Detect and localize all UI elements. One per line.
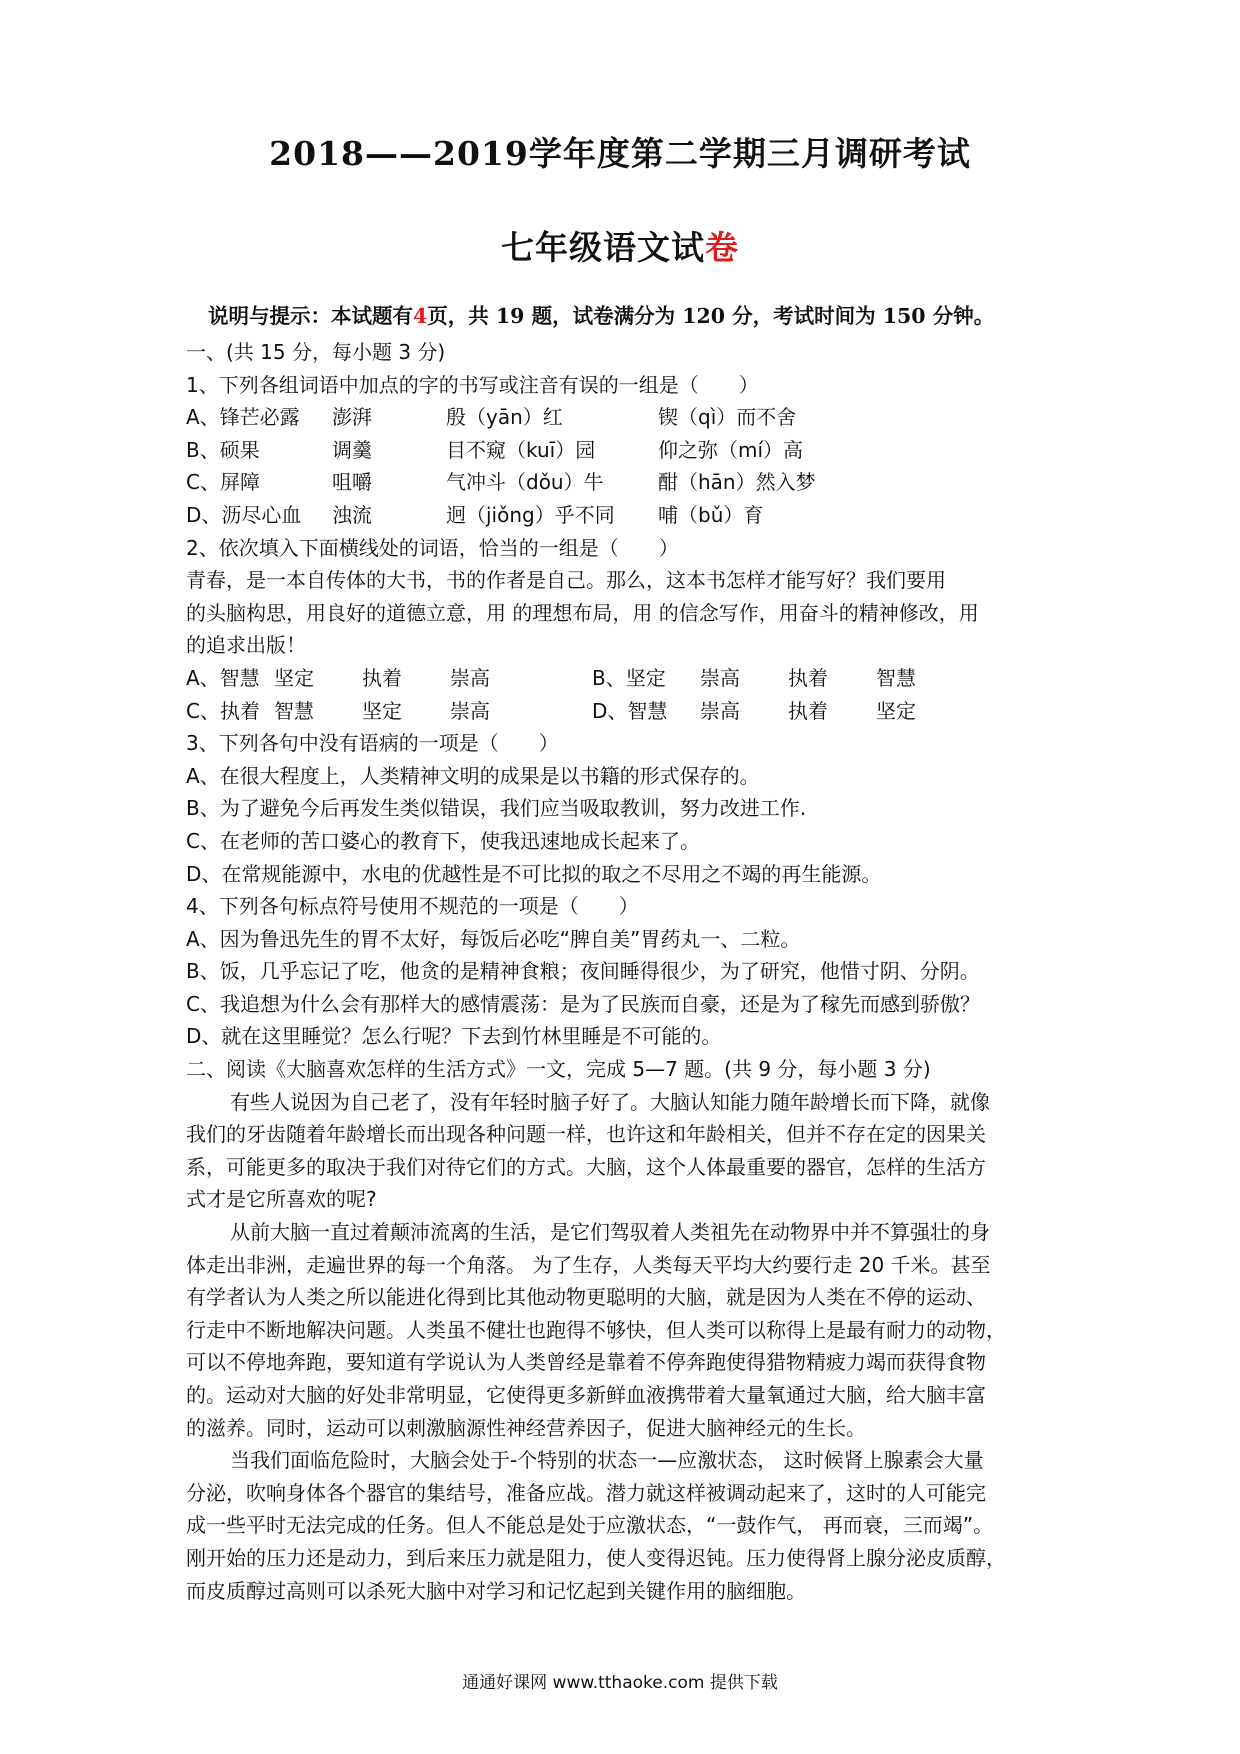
exam-body xyxy=(186,336,1066,1607)
question-1-option: C、屏障 咀嚼 气冲斗（dǒu）牛 酣（hān）然入梦 xyxy=(186,470,816,495)
page-count: 4 xyxy=(413,304,428,328)
question-3-stem: 3、下列各句中没有语病的一项是（ ） xyxy=(186,731,559,756)
article-paragraph-2: 的滋养。同时，运动可以刺激脑源性神经营养因子，促进大脑神经元的生长。 xyxy=(186,1415,866,1440)
exam-subtitle xyxy=(0,222,1240,269)
instructions-prefix: 说明与提示：本试题有 xyxy=(208,304,413,328)
question-2-stem: 2、依次填入下面横线处的词语，恰当的一组是（ ） xyxy=(186,535,679,560)
article-paragraph-1: 我们的牙齿随着年龄增长而出现各种问题一样，也许这和年龄相关，但并不存在定的因果关 xyxy=(186,1122,986,1147)
question-2-passage: 的追求出版！ xyxy=(186,633,306,658)
question-2-passage: 青春，是一本自传体的大书，书的作者是自己。那么，这本书怎样才能写好？我们要用 xyxy=(186,568,946,593)
article-paragraph-1: 有些人说因为自己老了，没有年轻时脑子好了。大脑认知能力随年龄增长而下降，就像 xyxy=(230,1089,990,1114)
article-paragraph-1: 系，可能更多的取决于我们对待它们的方式。大脑，这个人体最重要的器官，怎样的生活方 xyxy=(186,1154,986,1179)
article-paragraph-2: 从前大脑一直过着颠沛流离的生活，是它们驾驭着人类祖先在动物界中并不算强壮的身 xyxy=(230,1220,990,1245)
question-1-option: B、硕果 调羹 目不窥（kuī）园 仰之弥（mí）高 xyxy=(186,437,804,462)
question-2-options-row: C、执着 智慧 坚定 崇高 D、智慧 崇高 执着 坚定 xyxy=(186,698,916,723)
question-3-option: B、为了避免今后再发生类似错误，我们应当吸取教训，努力改进工作. xyxy=(186,796,807,821)
question-3-option: D、在常规能源中，水电的优越性是不可比拟的取之不尽用之不竭的再生能源。 xyxy=(186,861,882,886)
footer-source: 通通好课网 www.tthaoke.com 提供下载 xyxy=(462,1673,778,1693)
question-2-passage: 的头脑构思，用良好的道德立意，用 的理想布局，用 的信念写作，用奋斗的精神修改，用 xyxy=(186,600,979,625)
question-4-option: C、我追想为什么会有那样大的感情震荡：是为了民族而自豪，还是为了稼先而感到骄傲？ xyxy=(186,991,980,1016)
article-paragraph-2: 体走出非洲，走遍世界的每一个角落。 为了生存，人类每天平均大约要行走 20 千米。甚至 xyxy=(186,1252,991,1277)
question-3-option: C、在老师的苦口婆心的教育下，使我迅速地成长起来了。 xyxy=(186,828,700,853)
article-paragraph-3: 当我们面临危险时，大脑会处于-个特别的状态一—应激状态， 这时候肾上腺素会大量 xyxy=(230,1448,984,1473)
article-paragraph-2: 有学者认为人类之所以能进化得到比其他动物更聪明的大脑，就是因为人类在不停的运动、 xyxy=(186,1285,986,1310)
instructions xyxy=(208,299,1088,329)
section-1-header: 一、(共 15 分，每小题 3 分) xyxy=(186,340,446,364)
subtitle-red-char: 卷 xyxy=(705,228,739,267)
article-paragraph-3: 成一些平时无法完成的任务。但人不能总是处于应激状态，“一鼓作气， 再而衰，三而竭”。 xyxy=(186,1513,994,1538)
exam-title: 2018——2019学年度第二学期三月调研考试 xyxy=(269,134,971,173)
question-1-option: A、锋芒必露 澎湃 殷（yān）红 锲（qì）而不舍 xyxy=(186,405,797,430)
question-4-option: B、饭，几乎忘记了吃，他贪的是精神食粮；夜间睡得很少，为了研究，他惜寸阴、分阴。 xyxy=(186,959,980,984)
article-paragraph-3: 分泌，吹响身体各个器官的集结号，准备应战。潜力就这样被调动起来了，这时的人可能完 xyxy=(186,1480,986,1505)
article-paragraph-3: 而皮质醇过高则可以杀死大脑中对学习和记忆起到关键作用的脑细胞。 xyxy=(186,1578,806,1603)
question-1-option: D、沥尽心血 浊流 迥（jiǒng）乎不同 哺（bǔ）育 xyxy=(186,502,764,527)
question-4-stem: 4、下列各句标点符号使用不规范的一项是（ ） xyxy=(186,894,639,919)
question-4-option: A、因为鲁迅先生的胃不太好，每饭后必吃“脾自美”胃药丸一、二粒。 xyxy=(186,926,801,951)
article-paragraph-1: 式才是它所喜欢的呢? xyxy=(186,1187,377,1212)
article-paragraph-2: 行走中不断地解决问题。人类虽不健壮也跑得不够快，但人类可以称得上是最有耐力的动物， xyxy=(186,1317,1006,1342)
question-3-option: A、在很大程度上，人类精神文明的成果是以书籍的形式保存的。 xyxy=(186,763,760,788)
section-2-header: 二、阅读《大脑喜欢怎样的生活方式》一文，完成 5—7 题。(共 9 分，每小题 3 分) xyxy=(186,1057,931,1082)
subtitle-main: 七年级语文试 xyxy=(501,228,705,267)
article-paragraph-2: 可以不停地奔跑，要知道有学说认为人类曾经是靠着不停奔跑使得猎物精疲力竭而获得食物 xyxy=(186,1350,986,1375)
question-4-option: D、就在这里睡觉？怎么行呢？下去到竹林里睡是不可能的。 xyxy=(186,1024,722,1049)
instructions-suffix: 页，共 19 题，试卷满分为 120 分，考试时间为 150 分钟。 xyxy=(427,304,995,328)
article-paragraph-3: 刚开始的压力还是动力，到后来压力就是阻力，使人变得迟钝。压力使得肾上腺分泌皮质醇， xyxy=(186,1545,1006,1570)
question-2-options-row: A、智慧 坚定 执着 崇高 B、坚定 崇高 执着 智慧 xyxy=(186,665,916,690)
article-paragraph-2: 的。运动对大脑的好处非常明显，它使得更多新鲜血液携带着大量氧通过大脑，给大脑丰富 xyxy=(186,1383,986,1407)
question-1-stem: 1、下列各组词语中加点的字的书写或注音有误的一组是（ ） xyxy=(186,372,759,397)
